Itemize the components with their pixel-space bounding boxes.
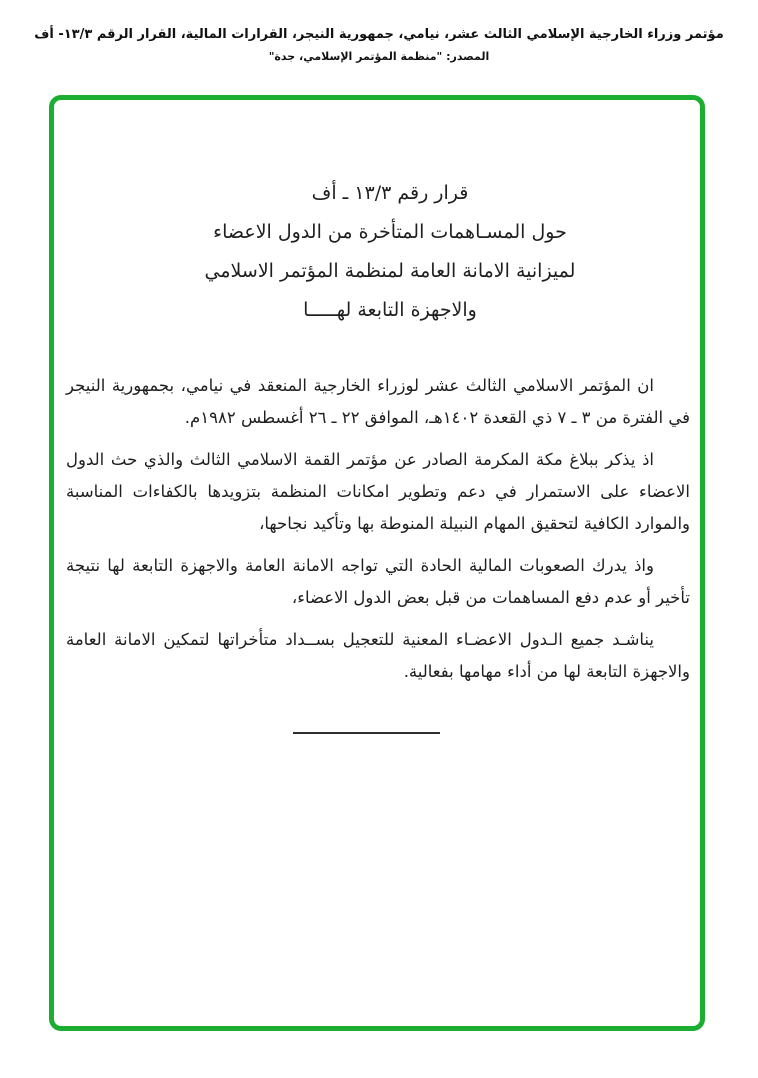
- title-organs-line: والاجهزة التابعة لهـــــا: [303, 299, 477, 321]
- document-body: [66, 370, 690, 698]
- preamble-paragraph: ان المؤتمر الاسلامي الثالث عشر لوزراء الخارجية المنعقد في نيامي، بجمهورية النيجر في الفترة من ٣ ـ ٧ ذي القعدة ١٤٠٢هـ، الموافق ٢٢ ـ ٢٦ أغسطس ١٩٨٢م.: [66, 376, 690, 427]
- citation-line-primary: مؤتمر وزراء الخارجية الإسلامي الثالث عشر، نيامي، جمهورية النيجر، القرارات المالية، القرار الرقم ١٣/٣- أف: [34, 27, 724, 42]
- difficulties-paragraph: واذ يدرك الصعوبات المالية الحادة التي تواجه الامانة العامة والاجهزة التابعة لها نتيجة تأخير أو عدم دفع المساهمات من قبل بعض الدول الاعضاء،: [66, 556, 690, 607]
- resolution-number-line: قرار رقم ١٣/٣ ـ أف: [311, 182, 469, 204]
- appeal-paragraph: يناشـد جميع الـدول الاعضـاء المعنية للتعجيل بســداد متأخراتها لتمكين الامانة العامة والاجهزة التابعة لها من أداء مهامها بفعالية.: [66, 630, 690, 681]
- citation-header: [0, 27, 758, 63]
- separator-line: [293, 732, 440, 734]
- citation-line-source: المصدر: "منظمة المؤتمر الإسلامي، جدة": [268, 50, 490, 63]
- title-budget-line: لميزانية الامانة العامة لمنظمة المؤتمر الاسلامي: [204, 260, 576, 282]
- resolution-title-block: [110, 174, 670, 330]
- title-subject-line: حول المسـاهمات المتأخرة من الدول الاعضاء: [213, 221, 567, 243]
- recall-paragraph: اذ يذكر ببلاغ مكة المكرمة الصادر عن مؤتمر القمة الاسلامي الثالث والذي حث الدول الاعضاء على الاستمرار في دعم وتطوير امكانات المنظمة بتزويدها بالكفاءات المناسبة والموارد الكافية لتحقيق المهام النبيلة المنوطة بها وتأكيد نجاحها،: [66, 450, 690, 533]
